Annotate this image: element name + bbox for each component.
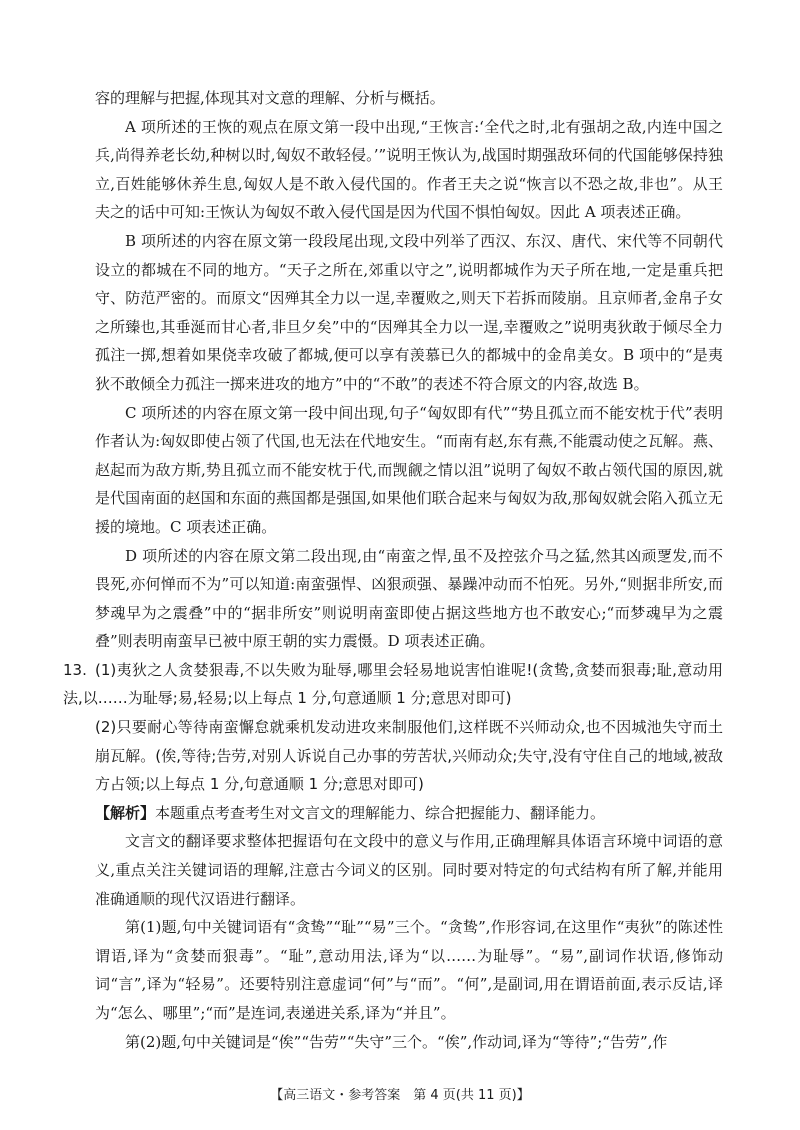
answer-text-1: (1)夷狄之人贪婪狠毒,不以失败为耻辱,哪里会轻易地说害怕谁呢!(贪鸷,贪婪而狠毒;耻,意动用法,以……为耻辱;易,轻易;以上每点 1 分,句意通顺 1 分;意思对即可) — [63, 660, 723, 708]
paragraph-option-d: D 项所述的内容在原文第二段出现,由“南蛮之悍,虽不及控弦介马之猛,然其凶顽覂发,而不畏死,亦何惮而不为”可以知道:南蛮强悍、凶狠顽强、暴躁冲动而不怕死。另外,“则据非所安,而梦魂早为之震叠”中的“据非所安”则说明南蛮即使占据这些地方也不敢安心;“而梦魂早为之震叠”则表明南蛮早已被中原王朝的实力震慑。D 项表述正确。 — [95, 546, 723, 651]
paragraph-item-1: 第(1)题,句中关键词语有“贪鸷”“耻”“易”三个。“贪鸷”,作形容词,在这里作“夷狄”的陈述性谓语,译为“贪婪而狠毒”。“耻”,意动用法,译为“以……为耻辱”。“易”,副词作状语,修饰动词“言”,译为“轻易”。还要特别注意虚词“何”与“而”。“何”,是副词,用在谓语前面,表示反诘,译为“怎么、哪里”;“而”是连词,表递进关系,译为“并且”。 — [95, 918, 723, 1022]
paragraph-option-b: B 项所述的内容在原文第一段段尾出现,文段中列举了西汉、东汉、唐代、宋代等不同朝代设立的都城在不同的地方。“天子之所在,郊重以守之”,说明都城作为天子所在地,一定是重兵把守、防范严密的。而原文“因殚其全力以一逞,幸覆败之,则天下若拆而陵崩。且京师者,金帛子女之所臻也,其垂涎而甘心者,非旦夕矣”中的“因殚其全力以一逞,幸覆败之”说明夷狄敢于倾尽全力孤注一掷,想着如果侥幸攻破了都城,便可以享有羡慕已久的都城中的金帛美女。B 项中的“是夷狄不敢倾全力孤注一掷来进攻的地方”中的“不敢”的表述不符合原文的内容,故选 B。 — [95, 231, 723, 393]
question-number: 13. — [63, 660, 87, 679]
analysis-text: 本题重点考查考生对文言文的理解能力、综合把握能力、翻译能力。 — [155, 803, 606, 822]
paragraph-option-c: C 项所述的内容在原文第一段中间出现,句子“匈奴即有代”“势且孤立而不能安枕于代”表明作者认为:匈奴即使占领了代国,也无法在代地安生。“而南有赵,东有燕,不能震动使之瓦解。燕、赵起而为敌方斯,势且孤立而不能安枕于代,而觊觎之情以沮”说明了匈奴不敢占领代国的原因,就是代国南面的赵国和东面的燕国都是强国,如果他们联合起来与匈奴为敌,那匈奴就会陷入孤立无援的境地。C 项表述正确。 — [95, 403, 723, 536]
paragraph-item-2: 第(2)题,句中关键词是“俟”“告劳”“失守”三个。“俟”,作动词,译为“等待”;“告劳”,作 — [125, 1032, 668, 1051]
answer-body — [63, 84, 723, 1056]
page-footer: 【高三语文・参考答案 第 4 页(共 11 页)】 — [270, 1088, 530, 1103]
analysis-tag: 【解析】 — [95, 803, 156, 822]
paragraph-translation-guide: 文言文的翻译要求整体把握语句在文段中的意义与作用,正确理解具体语言环境中词语的意义,重点关注关键词语的理解,注意古今词义的区别。同时要对特定的句式结构有所了解,并能用准确通顺的现代汉语进行翻译。 — [95, 832, 723, 908]
paragraph-option-a: A 项所述的王恢的观点在原文第一段中出现,“王恢言:‘全代之时,北有强胡之敌,内连中国之兵,尚得养老长幼,种树以时,匈奴不敢轻侵。’”说明王恢认为,战国时期强敌环伺的代国能够保持独立,百姓能够休养生息,匈奴人是不敢入侵代国的。作者王夫之说“恢言以不恐之故,非也”。从王夫之的话中可知:王恢认为匈奴不敢入侵代国是因为代国不惧怕匈奴。因此 A 项表述正确。 — [95, 117, 723, 222]
analysis-heading — [95, 799, 723, 828]
question-13-part-1 — [63, 656, 723, 713]
question-13-part-2: (2)只要耐心等待南蛮懈怠就乘机发动进攻来制服他们,这样既不兴师动众,也不因城池失守而土崩瓦解。(俟,等待;告劳,对别人诉说自己办事的劳苦状,兴师动众;失守,没有守住自己的地域,被敌方占领;以上每点 1 分,句意通顺 1 分;意思对即可) — [95, 718, 723, 794]
paragraph-continuation: 容的理解与把握,体现其对文意的理解、分析与概括。 — [95, 89, 445, 107]
